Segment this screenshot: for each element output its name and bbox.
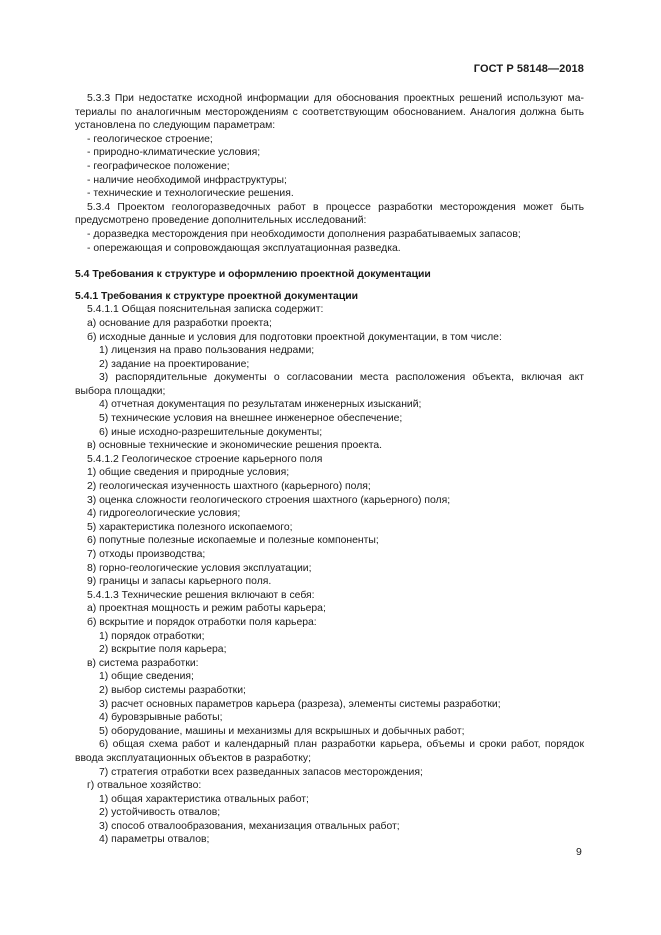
list-item: 3) распорядительные документы о согласовании места расположения объекта, включая акт (99, 372, 584, 384)
list-item: 4) отчетная документация по результатам инженерных изысканий; (99, 399, 422, 411)
list-item: 9) границы и запасы карьерного поля. (87, 576, 272, 588)
paragraph-5-3-4-line: 5.3.4 Проектом геологоразведочных работ в процессе разработки месторождения может быть (87, 201, 584, 213)
paragraph-5-3-3-line: териалы по аналогичным месторождениям с соответствующим обоснованием. Аналогия должна быть (75, 106, 584, 118)
list-item: 6) общая схема работ и календарный план разработки карьера, объемы и сроки работ, порядок (99, 739, 584, 751)
list-item: 2) выбор системы разработки; (99, 684, 246, 696)
list-item: 8) горно-геологические условия эксплуатации; (87, 562, 312, 574)
clause-5-4-1-1: 5.4.1.1 Общая пояснительная записка содержит: (87, 304, 324, 316)
list-item: - доразведка месторождения при необходимости дополнения разрабатываемых запасов; (87, 228, 521, 240)
list-item: 1) порядок отработки; (99, 630, 205, 642)
list-item: - опережающая и сопровождающая эксплуатационная разведка. (87, 242, 401, 254)
paragraph-5-3-3-line: 5.3.3 При недостатке исходной информации для обоснования проектных решений используют ма- (87, 93, 584, 104)
list-item: 1) общие сведения; (99, 671, 194, 683)
document-code: ГОСТ Р 58148—2018 (473, 63, 584, 75)
list-item: 3) оценка сложности геологического строения шахтного (карьерного) поля; (87, 494, 451, 506)
list-item: 2) вскрытие поля карьера; (99, 644, 227, 656)
clause-5-4-1-3: 5.4.1.3 Технические решения включают в себя: (87, 589, 315, 601)
list-item: 6) иные исходно-разрешительные документы; (99, 426, 323, 438)
list-item: 4) гидрогеологические условия; (87, 508, 241, 520)
list-item: 5) характеристика полезного ископаемого; (87, 521, 293, 533)
list-item: 1) общие сведения и природные условия; (87, 467, 290, 479)
list-item: а) основание для разработки проекта; (87, 317, 272, 329)
list-item: 7) отходы производства; (87, 549, 206, 560)
list-item: - технические и технологические решения. (87, 188, 294, 200)
list-item: в) основные технические и экономические решения проекта. (87, 440, 383, 452)
list-item: 4) буровзрывные работы; (99, 712, 223, 724)
list-item: 2) устойчивость отвалов; (99, 807, 221, 819)
list-item: б) вскрытие и порядок отработки поля карьера: (87, 616, 317, 628)
list-item: 5) оборудование, машины и механизмы для вскрышных и добычных работ; (99, 725, 465, 737)
list-item: б) исходные данные и условия для подготовки проектной документации, в том числе: (87, 331, 502, 343)
page-number: 9 (576, 846, 582, 858)
list-item: 5) технические условия на внешнее инженерное обеспечение; (99, 413, 403, 425)
list-item: а) проектная мощность и режим работы карьера; (87, 603, 326, 615)
list-item: 6) попутные полезные ископаемые и полезные компоненты; (87, 535, 379, 547)
list-item: в) система разработки: (87, 657, 199, 669)
list-item: г) отвальное хозяйство: (87, 780, 202, 792)
list-item: - геологическое строение; (87, 133, 213, 145)
page-content (75, 92, 584, 847)
list-item-continuation: выбора площадки; (75, 385, 166, 397)
subsection-heading-5-4-1: 5.4.1 Требования к структуре проектной документации (75, 290, 358, 302)
list-item: 2) геологическая изученность шахтного (карьерного) поля; (87, 481, 371, 493)
paragraph-5-3-3-line: установлена по следующим параметрам: (75, 120, 276, 132)
paragraph-5-3-4-line: предусмотрено проведение дополнительных исследований: (75, 215, 367, 227)
list-item: 1) лицензия на право пользования недрами; (99, 345, 315, 357)
list-item: - наличие необходимой инфраструктуры; (87, 174, 287, 186)
list-item: - географическое положение; (87, 160, 230, 172)
list-item: 3) способ отвалообразования, механизация отвальных работ; (99, 820, 400, 832)
section-heading-5-4: 5.4 Требования к структуре и оформлению проектной документации (75, 269, 431, 281)
list-item: 1) общая характеристика отвальных работ; (99, 793, 309, 805)
list-item-continuation: ввода эксплуатационных объектов в разработку; (75, 752, 311, 764)
list-item: 4) параметры отвалов; (99, 834, 210, 846)
clause-5-4-1-2: 5.4.1.2 Геологическое строение карьерного поля (87, 453, 323, 465)
list-item: - природно-климатические условия; (87, 147, 261, 159)
list-item: 2) задание на проектирование; (99, 358, 250, 370)
list-item: 7) стратегия отработки всех разведанных запасов месторождения; (99, 766, 423, 778)
list-item: 3) расчет основных параметров карьера (разреза), элементы системы разработки; (99, 698, 501, 710)
